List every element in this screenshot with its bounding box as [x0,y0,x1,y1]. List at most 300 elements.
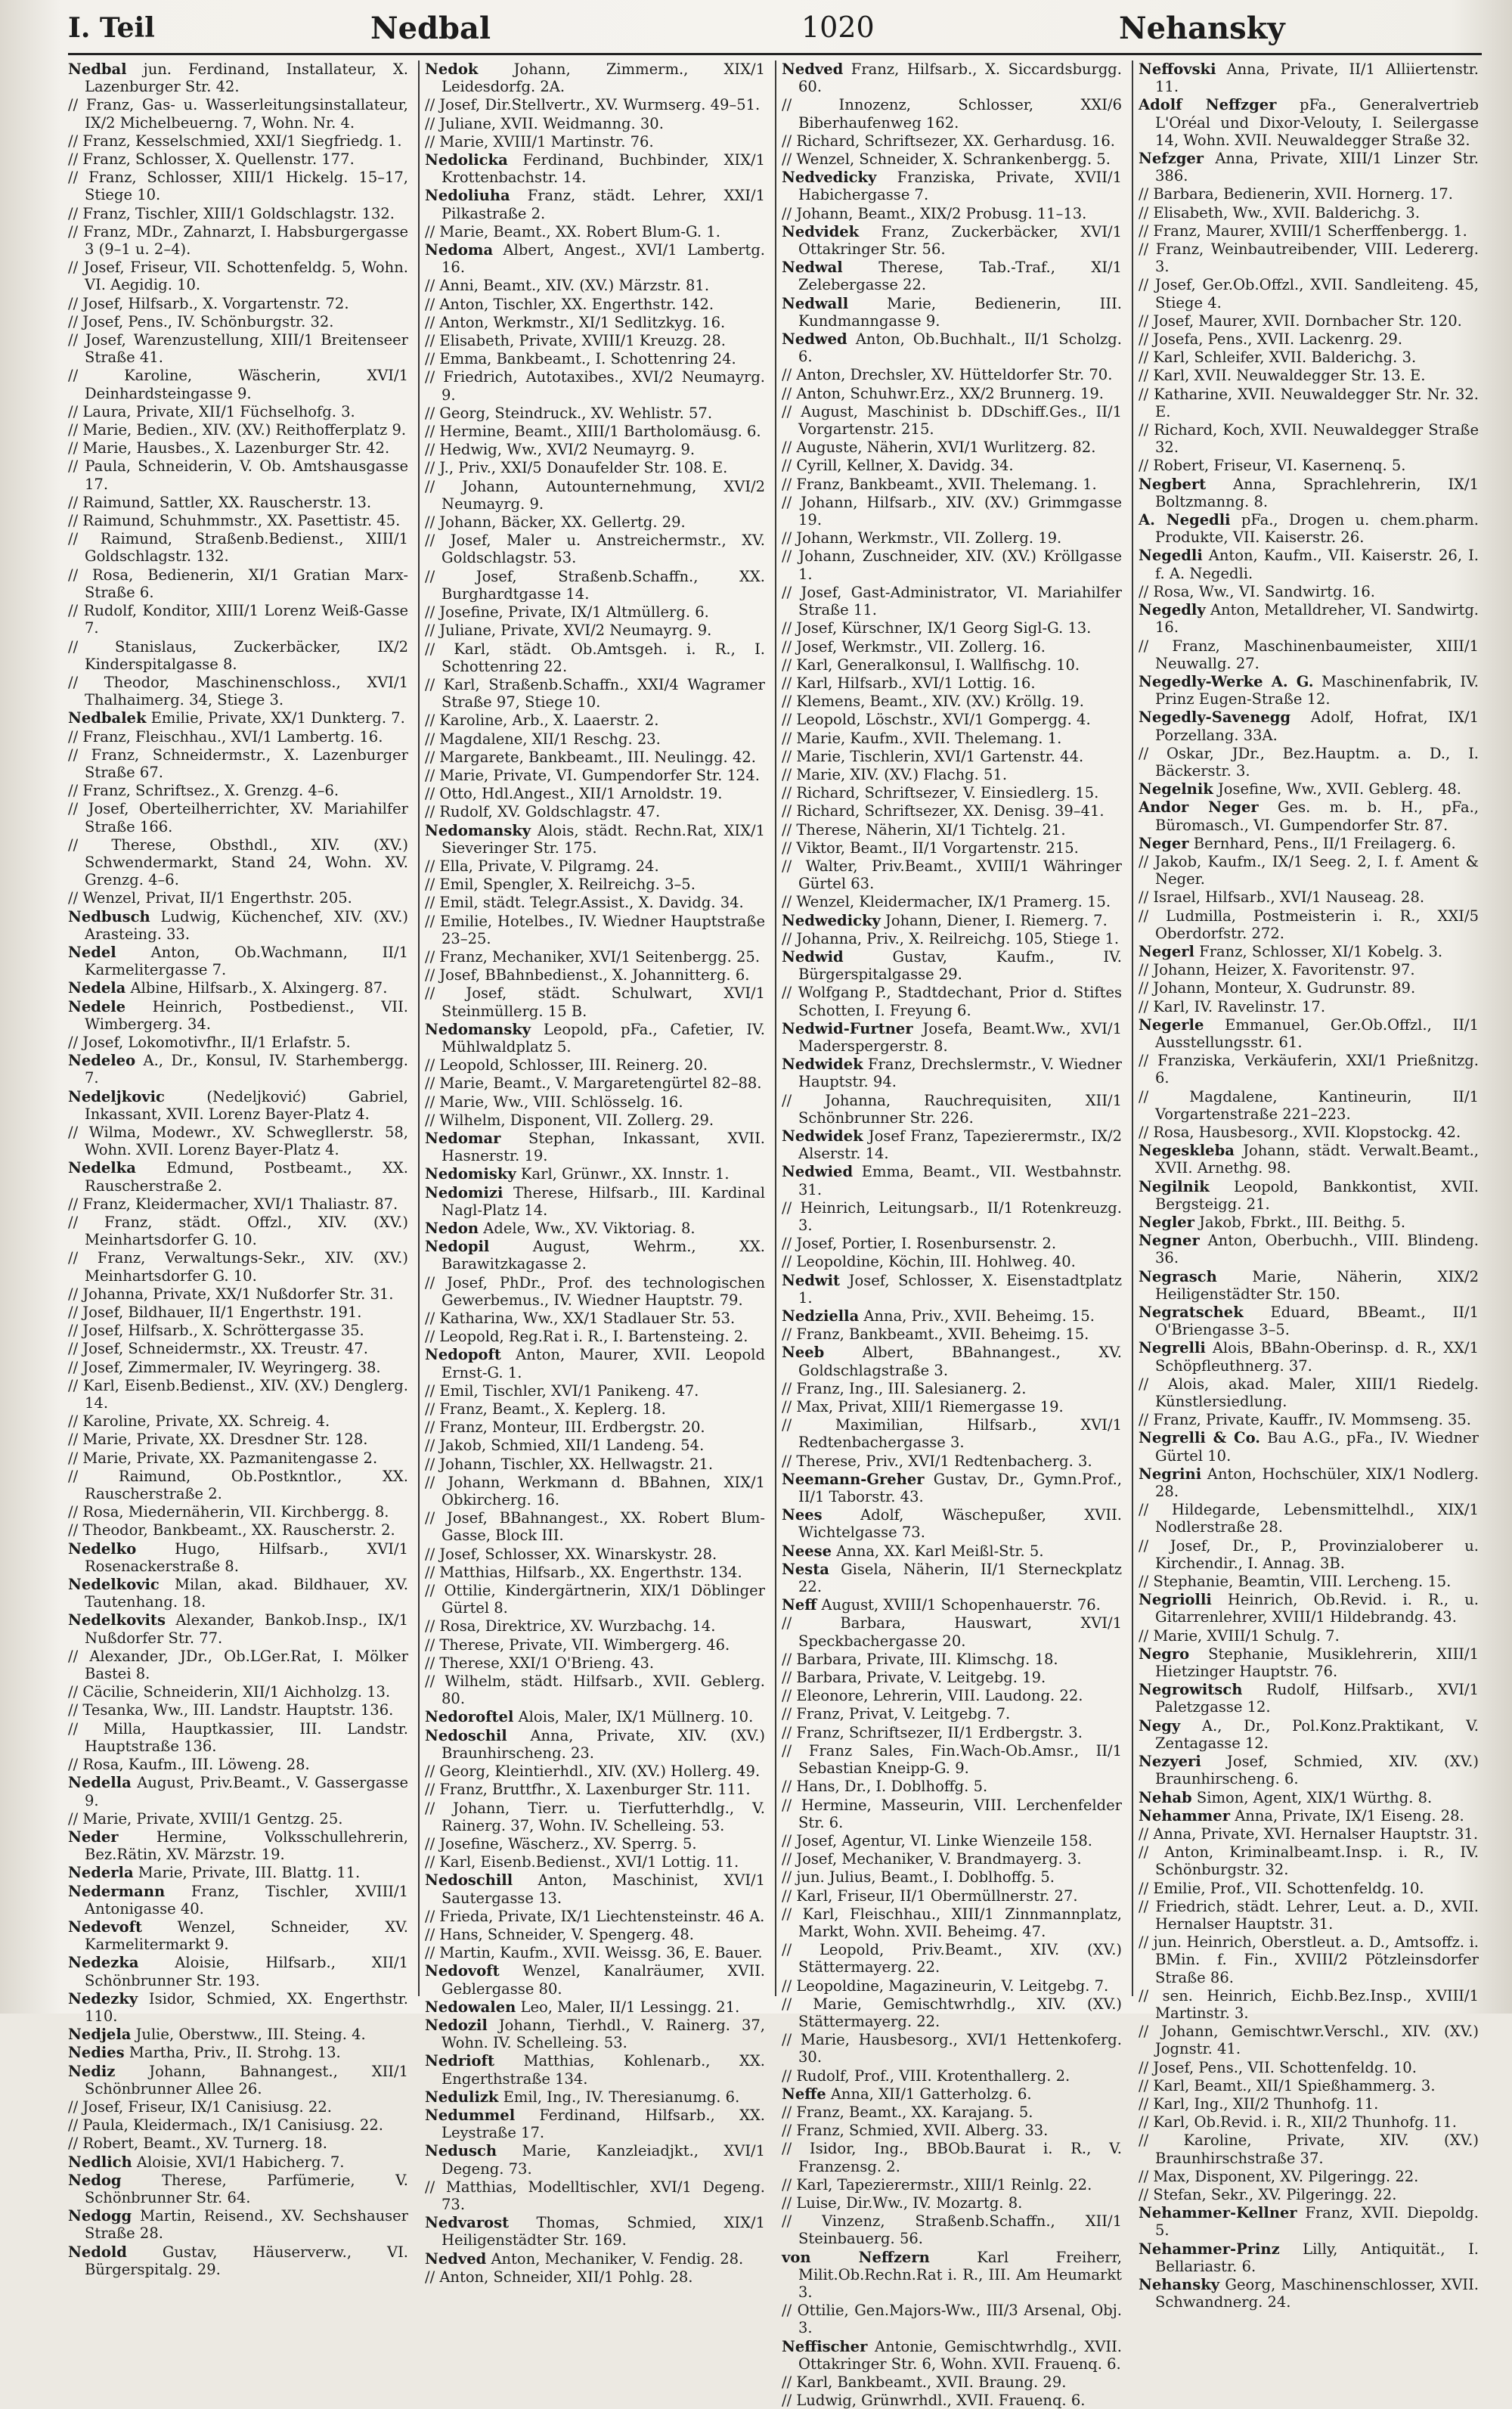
directory-entry [782,1687,1122,1704]
directory-entry [1139,979,1479,997]
entry-text: Johann, Bahnangest., XII/1 Schönbrunner Allee 26. [85,2062,408,2097]
entry-text: Ludwig, Küchenchef, XIV. (XV.) Arasteing. 33. [85,907,408,943]
directory-entry [1139,2095,1479,2113]
entry-text: Marie, Kanzleiadjkt., XVI/1 Degeng. 73. [442,2142,765,2178]
entry-text: // Wolfgang P., Stadtdechant, Prior d. Stiftes Schotten, I. Freyung 6. [782,984,1122,1019]
directory-entry [68,1449,408,1467]
entry-text: // Stefan, Sekr., XV. Pilgeringg. 22. [1139,2185,1397,2203]
directory-entry [425,1074,765,1092]
entry-text: // Richard, Schriftsezer, V. Einsiedlerg. 15. [782,784,1099,802]
entry-text: Franz, Schlosser, XI/1 Kobelg. 3. [1194,942,1443,960]
entry-surname: Negelnik [1139,780,1213,798]
directory-entry [782,2392,1122,2409]
entry-surname: A. Negedli [1139,511,1231,529]
entry-text: // Karl, Generalkonsul, I. Wallfischg. 10. [782,656,1080,674]
directory-entry [425,1130,765,1164]
directory-entry [425,1944,765,1961]
entry-text: // Marie, Beamt., XX. Robert Blum-G. 1. [425,222,720,240]
directory-entry [68,2153,408,2171]
entry-text: Isidor, Schmied, XX. Engerthstr. 110. [85,1989,408,2025]
directory-entry [425,603,765,621]
entry-surname: Nefzger [1139,150,1204,168]
directory-entry [782,169,1122,203]
directory-entry [68,367,408,402]
directory-entry [68,313,408,330]
entry-text: Matthias, Kohlenarb., XX. Engerthstraße 134. [442,2052,765,2088]
entry-text: // Karl, Tapezierermstr., XIII/1 Reinlg. 22. [782,2175,1092,2194]
entry-surname: Nedoschil [425,1726,507,1744]
entry-text: // Raimund, Schuhmmstr., XX. Pasettistr. 45. [68,512,401,530]
directory-entry [425,1727,765,1762]
directory-entry [782,223,1122,258]
directory-entry [1139,185,1479,203]
entry-text: Rudolf, Hilfsarb., XVI/1 Paletzgasse 12. [1155,1681,1479,1716]
entry-text: // Franz, Weinbautreibender, VIII. Ledererg. 3. [1139,240,1479,276]
entry-text: Alois, städt. Rechn.Rat, XIX/1 Sieveringer Str. 175. [442,821,765,857]
directory-entry [68,60,408,95]
entry-text: Adolf, Wäschepußer, XVII. Wichtelgasse 73. [798,1506,1122,1542]
directory-entry [425,1418,765,1436]
directory-entry [68,421,408,439]
entry-surname: Negedly [1139,601,1206,619]
entry-text: Gisela, Näherin, II/1 Sterneckplatz 22. [798,1560,1122,1596]
entry-text: // Therese, Priv., XVI/1 Redtenbacherg. 3. [782,1452,1092,1470]
entry-text: // Cäcilie, Schneiderin, XII/1 Aichholzg. 13. [68,1683,391,1701]
entry-text: // Therese, Obsthdl., XIV. (XV.) Schwendermarkt, Stand 24, Wohn. XV. Grenzg. 4–6. [68,836,408,889]
directory-entry [1139,1645,1479,1680]
directory-entry [68,1285,408,1303]
entry-text: // Franz, Beamt., X. Keplerg. 18. [425,1400,666,1418]
entry-text: // jun. Heinrich, Oberstleut. a. D., Amtsoffz. i. BMin. f. Fin., XVIII/2 Pötzleinsdorfer Straße 86. [1139,1933,1479,1986]
entry-text: // Barbara, Bedienerin, XVII. Hornerg. 17. [1139,185,1453,203]
entry-text: // Vinzenz, Straßenb.Schaffn., XII/1 Steinbauerg. 56. [782,2212,1122,2248]
entry-surname: Nedelkovic [68,1576,160,1594]
directory-entry [1139,1753,1479,1787]
entry-text: // Franz, Private, Kauffr., IV. Mommseng. 35. [1139,1411,1471,1429]
entry-text: // Karoline, Wäscherin, XVI/1 Deinhardsteingasse 9. [68,367,408,402]
directory-entry [425,441,765,458]
directory-entry [68,2026,408,2043]
entry-text: // Franz, Bankbeamt., XVII. Thelemang. 1. [782,475,1097,493]
directory-entry [68,1412,408,1430]
directory-entry [68,1431,408,1448]
directory-entry [68,150,408,168]
directory-entry [1139,1898,1479,1933]
entry-text: Albert, BBahnangest., XV. Goldschlagstraße 3. [798,1344,1122,1379]
entry-text: Josefine, Ww., XVII. Geblerg. 48. [1213,780,1461,798]
entry-text: Anna, Priv., XVII. Beheimg. 15. [859,1307,1095,1325]
entry-surname: Negner [1139,1232,1200,1250]
directory-entry [68,1810,408,1828]
entry-text: // Leopoldine, Magazineurin, V. Leitgebg. 7. [782,1976,1109,1995]
entry-text: Adele, Ww., XV. Viktoriag. 8. [479,1220,696,1237]
directory-entry [782,385,1122,402]
directory-entry [782,547,1122,582]
entry-text: pFa., Generalvertrieb L'Oréal und Dixor-Velouty, I. Seilergasse 14, Wohn. XVII. Neuwaldegger Straße 32. [1155,96,1479,149]
entry-surname: Nedwid-Furtner [782,1019,913,1037]
entry-surname: Nedvarost [425,2214,510,2232]
entry-text: // Barbara, Hauswart, XVI/1 Speckbachergasse 20. [782,1614,1122,1650]
entry-text: // Ottilie, Kindergärtnerin, XIX/1 Döblinger Gürtel 8. [425,1582,765,1617]
directory-entry [425,966,765,984]
directory-entry [425,1546,765,1563]
directory-entry [1139,1339,1479,1374]
entry-text: Johann, städt. Verwalt.Beamt., XVII. Arnethg. 98. [1155,1142,1479,1177]
directory-entry [68,1611,408,1646]
directory-entry [68,1249,408,1284]
directory-entry [68,1701,408,1719]
directory-entry [782,948,1122,983]
directory-entry [425,822,765,857]
entry-text: Stephan, Inkassant, XVII. Hasnerstr. 19. [442,1129,765,1165]
entry-surname: Nedold [68,2243,127,2261]
entry-text: // Josefine, Wäscherz., XV. Sperrg. 5. [425,1834,697,1852]
entry-text: // Friedrich, Autotaxibes., XVI/2 Neumayrg. 9. [425,368,765,404]
entry-surname: Neese [782,1542,832,1560]
entry-surname: Neemann-Greher [782,1470,925,1488]
entry-surname: Nedoroftel [425,1708,514,1726]
entry-text: // Josef, Dir.Stellvertr., XV. Wurmserg. 49–51. [425,96,761,114]
entry-surname: Nedwit [782,1271,841,1289]
entry-text: Gustav, Dr., Gymn.Prof., II/1 Taborstr. 43. [798,1470,1122,1506]
directory-entry [782,784,1122,801]
directory-entry [425,712,765,729]
entry-text: // Marie, Ww., VIII. Schlösselg. 16. [425,1093,683,1111]
directory-entry [1139,835,1479,852]
entry-text: Heinrich, Postbedienst., VII. Wimbergerg. 34. [85,997,408,1033]
directory-entry [782,1127,1122,1162]
entry-text: Jakob, Fbrkt., III. Beithg. 5. [1194,1214,1406,1231]
entry-surname: Negrelli & Co. [1139,1429,1261,1447]
directory-entry [1139,204,1479,222]
directory-entry [782,529,1122,547]
directory-entry [1139,637,1479,672]
entry-text: Karl Freiherr, Milit.Ob.Rechn.Rat i. R., III. Am Heumarkt 3. [798,2248,1122,2301]
directory-entry [782,2212,1122,2247]
entry-text: // Josef, Gast-Administrator, VI. Mariahilfer Straße 11. [782,583,1122,619]
entry-text: // Franz, Gas- u. Wasserleitungsinstallateur, IX/2 Michelbeuerng. 7, Wohn. Nr. 4. [68,96,408,132]
entry-text: // Ella, Private, V. Pilgramg. 24. [425,857,659,875]
entry-text: Anton, Maschinist, XVI/1 Sautergasse 13. [442,1871,765,1907]
entry-text: Adolf, Hofrat, IX/1 Porzellang. 33A. [1155,708,1479,744]
directory-entry [782,1941,1122,1976]
entry-text: // Karoline, Private, XX. Schreig. 4. [68,1412,330,1431]
directory-entry [1139,1880,1479,1897]
directory-entry [68,1503,408,1521]
directory-entry [425,1781,765,1798]
directory-entry [68,2063,408,2097]
directory-entry [1139,745,1479,780]
entry-surname: Nehansky [1139,2275,1220,2293]
directory-entry [1139,1268,1479,1303]
entry-surname: Neeb [782,1344,825,1362]
directory-entry [782,1614,1122,1649]
entry-text: Therese, Parfümerie, V. Schönbrunner Str. 64. [85,2171,408,2206]
entry-text: // Leopold, Priv.Beamt., XIV. (XV.) Stättermayerg. 22. [782,1941,1122,1976]
entry-text: // Rosa, Miedernäherin, VII. Kirchbergg. 8. [68,1503,389,1521]
entry-text: Anna, XX. Karl Meißl-Str. 5. [832,1542,1044,1560]
directory-entry [782,1905,1122,1940]
entry-text: // Johanna, Private, XX/1 Nußdorfer Str. 31. [68,1285,394,1303]
entry-text: // Josef, Maler u. Anstreichermstr., XV. Goldschlagstr. 53. [425,532,765,567]
entry-text: // Heinrich, Leitungsarb., II/1 Rotenkreuzg. 3. [782,1198,1122,1234]
directory-entry [68,259,408,293]
directory-entry [68,1954,408,1989]
entry-text: // Marie, Kaufm., XVII. Thelemang. 1. [782,729,1062,747]
entry-text: // Rudolf, XV. Goldschlagstr. 47. [425,803,661,821]
entry-surname: Negrasch [1139,1267,1217,1285]
directory-entry [68,746,408,781]
directory-entry [782,96,1122,131]
entry-surname: Nedjela [68,2026,132,2044]
entry-surname: Nedoma [425,241,494,259]
entry-text: // Karl, Eisenb.Bedienst., XVI/1 Lottig. 11. [425,1853,739,1871]
directory-entry [1139,240,1479,275]
directory-entry [1139,1052,1479,1087]
entry-text: // Anton, Schneider, XII/1 Pohlg. 28. [425,2268,693,2286]
entry-text: // Leopold, Löschstr., XVI/1 Gompergg. 4. [782,711,1091,729]
entry-text: // Karl, IV. Ravelinstr. 17. [1139,997,1326,1015]
directory-entry [1139,1591,1479,1626]
entry-surname: Andor Neger [1139,798,1259,817]
entry-surname: Nedermann [68,1882,166,1900]
entry-text: // Hans, Dr., I. Doblhoffg. 5. [782,1778,988,1796]
directory-entry [1139,2240,1479,2275]
entry-text: // Elisabeth, Private, XVIII/1 Kreuzg. 28. [425,332,726,350]
entry-text: // Franz, Ing., III. Salesianerg. 2. [782,1379,1027,1397]
directory-entry [1139,1304,1479,1338]
directory-entry [782,930,1122,947]
entry-text: // Josef, BBahnangest., XX. Robert Blum-Gasse, Block III. [425,1509,765,1545]
entry-text: Johann, Diener, I. Riemerg. 7. [880,911,1108,929]
entry-text: // Franz, Verwaltungs-Sekr., XIV. (XV.) Meinhartsdorfer G. 10. [68,1249,408,1285]
directory-entry [425,1274,765,1309]
directory-entry [1139,1178,1479,1213]
entry-surname: Nehammer [1139,1806,1230,1825]
entry-text: // Wilhelm, Disponent, VII. Zollerg. 29. [425,1111,714,1129]
entry-text: // Karl, Ing., XII/2 Thunhofg. 11. [1139,2094,1379,2113]
directory-entry [68,782,408,799]
directory-entry [1139,1573,1479,1590]
entry-surname: Nedwal [782,259,843,277]
entry-text: // Karl, Bankbeamt., XVII. Braung. 29. [782,2373,1067,2391]
entry-text: // Rudolf, Prof., VIII. Krotenthallerg. 2. [782,2066,1070,2085]
entry-text: A., Dr., Pol.Konz.Praktikant, V. Zentagasse 12. [1155,1716,1479,1752]
entry-text: // Oskar, JDr., Bez.Hauptm. a. D., I. Bäckerstr. 3. [1139,744,1479,780]
directory-entry [1139,1214,1479,1231]
entry-text: // Hermine, Masseurin, VIII. Lerchenfelder Str. 6. [782,1796,1122,1831]
directory-entry [425,749,765,766]
directory-entry [425,676,765,711]
directory-entry [782,619,1122,637]
directory-entry [68,1828,408,1863]
entry-text: // Rudolf, Konditor, XIII/1 Lorenz Weiß-Gasse 7. [68,602,408,637]
directory-entry [68,979,408,997]
entry-text: Anton, Ob.Buchhalt., II/1 Scholzg. 6. [798,330,1122,366]
directory-entry [782,1307,1122,1325]
page-header [68,6,1467,50]
directory-entry [782,2176,1122,2194]
directory-entry [782,439,1122,456]
entry-text: // Robert, Beamt., XV. Turnerg. 18. [68,2135,327,2153]
directory-entry [68,1304,408,1321]
directory-entry [425,767,765,784]
directory-entry [425,513,765,531]
directory-entry [425,2214,765,2249]
entry-surname: Nedomisky [425,1165,516,1183]
entry-text: // Franz, Bruttfhr., X. Laxenburger Str. 111. [425,1781,751,1799]
directory-entry [1139,1537,1479,1572]
entry-surname: Negbert [1139,475,1207,493]
entry-text: // Karl, XVII. Neuwaldegger Str. 13. E. [1139,367,1426,385]
entry-text: // Franz, Mechaniker, XVI/1 Seitenbergg. 25. [425,947,761,966]
part-label: I. Teil [68,12,155,44]
entry-text: Antonie, Gemischtwrhdlg., XVII. Ottakringer Str. 6, Wohn. XVII. Frauenq. 6. [798,2337,1122,2373]
entry-surname: Neder [68,1828,119,1846]
entry-text: // Katharina, Ww., XX/1 Stadlauer Str. 53. [425,1310,736,1328]
directory-entry [68,530,408,565]
entry-surname: Neger [1139,834,1189,852]
entry-surname: Nedozil [425,2016,488,2034]
directory-entry [425,1998,765,2016]
entry-text: Wenzel, Kanalräumer, XVII. Geblergasse 80. [442,1962,765,1998]
directory-entry [782,656,1122,674]
entry-text: Lilly, Antiquität., I. Bellariastr. 6. [1155,2240,1479,2275]
directory-entry [68,2098,408,2116]
entry-text: // Marie, Hausbes., X. Lazenburger Str. 42. [68,439,390,457]
entry-text: // Josef, Oberteilherrichter, XV. Mariahilfer Straße 166. [68,800,408,836]
entry-text: // Franz, Privat, V. Leitgebg. 7. [782,1705,1011,1723]
directory-entry [68,800,408,835]
entry-text: Franziska, Private, XVII/1 Habichergasse 7. [798,169,1122,204]
entry-surname: Nedelka [68,1159,136,1177]
entry-text: // Juliane, Private, XVI/2 Neumayrg. 9. [425,622,712,640]
entry-text: Anton, Maurer, XVII. Leopold Ernst-G. 1. [442,1346,765,1381]
entry-text: Emilie, Private, XX/1 Dunkterg. 7. [146,709,405,727]
directory-entry [1139,1933,1479,1986]
entry-text: // Wilhelm, städt. Hilfsarb., XVII. Geblerg. 80. [425,1673,765,1708]
entry-surname: Nedezky [68,1989,138,2008]
directory-entry [782,748,1122,765]
entry-text: (Nedeljković) Gabriel, Inkassant, XVII. Lorenz Bayer-Platz 4. [85,1087,408,1123]
entry-surname: Nedusch [425,2142,497,2160]
directory-entry [782,1724,1122,1741]
directory-entry [68,223,408,258]
directory-entry [782,1092,1122,1127]
entry-text: // Elisabeth, Ww., XVII. Balderichg. 3. [1139,203,1421,222]
directory-entry [425,803,765,820]
entry-text: // Franz, Schmied, XVII. Alberg. 33. [782,2122,1049,2140]
directory-entry [425,2017,765,2051]
directory-entry [1139,511,1479,546]
directory-entry [425,1636,765,1654]
directory-entry [782,1453,1122,1470]
directory-entry [425,332,765,349]
directory-entry [68,1990,408,2025]
directory-entry [68,1576,408,1611]
directory-entry [425,730,765,748]
directory-entry [1139,349,1479,366]
entry-text: // Jakob, Schmied, XII/1 Landeng. 54. [425,1437,705,1455]
directory-entry [782,839,1122,857]
directory-entry [68,295,408,312]
entry-surname: Negerle [1139,1015,1204,1034]
directory-entry [425,1238,765,1273]
entry-text: Franz, Drechslermstr., V. Wiedner Hauptstr. 94. [798,1056,1122,1091]
directory-entry [425,1474,765,1508]
directory-entry [425,857,765,875]
entry-text: // Karl, Eisenb.Bedienst., XIV. (XV.) Denglerg. 14. [68,1376,408,1412]
entry-text: // Walter, Priv.Beamt., XVIII/1 Währinger Gürtel 63. [782,857,1122,893]
entry-text: Georg, Maschinenschlosser, XVII. Schwandnerg. 24. [1155,2275,1479,2311]
directory-entry [782,1235,1122,1252]
directory-entry [782,457,1122,474]
directory-entry [425,532,765,566]
entry-text: // Josef, Hilfsarb., X. Vorgartenstr. 72. [68,294,349,312]
entry-text: // Franz, Tischler, XIII/1 Goldschlagstr. 132. [68,204,395,222]
directory-entry [782,330,1122,365]
entry-surname: Nedved [425,2249,487,2268]
directory-entry [782,1995,1122,2030]
entry-text: // Alexander, JDr., Ob.LGer.Rat, I. Mölker Bastei 8. [68,1647,408,1683]
entry-text: // Josef, Maurer, XVII. Dornbacher Str. 120. [1139,312,1462,330]
entry-text: Alois, BBahn-Oberinsp. d. R., XX/1 Schöpfleuthnerg. 37. [1155,1339,1479,1375]
directory-entry [1139,476,1479,510]
column-4 [1139,60,1479,2311]
entry-text: // Rosa, Bedienerin, XI/1 Gratian Marx-Straße 6. [68,566,408,601]
entry-surname: Nedele [68,997,126,1015]
directory-entry [68,2116,408,2134]
directory-entry [425,785,765,802]
directory-entry [425,1437,765,1454]
entry-text: // Matthias, Modelltischler, XVI/1 Degeng. 73. [425,2178,765,2213]
entry-text: // Johanna, Priv., X. Reilreichg. 105, Stiege 1. [782,929,1120,947]
directory-entry [425,1111,765,1129]
directory-entry [425,2268,765,2286]
entry-surname: Nesta [782,1560,829,1578]
directory-entry [68,1756,408,1773]
directory-entry [68,728,408,746]
entry-text: // Anton, Schuhwr.Erz., XX/2 Brunnerg. 19. [782,384,1104,402]
entry-text: pFa., Drogen u. chem.pharm. Produkte, VII. Kaiserstr. 26. [1155,511,1479,547]
directory-entry [1139,312,1479,330]
entry-surname: Negratschek [1139,1304,1244,1322]
entry-text: Emma, Beamt., VII. Westbahnstr. 31. [798,1163,1122,1198]
entry-surname: Negedli [1139,547,1203,565]
directory-entry [68,1864,408,1881]
directory-entry [425,241,765,276]
entry-text: // Marie, XVIII/1 Schulg. 7. [1139,1626,1340,1645]
entry-surname: Nedved [782,60,844,78]
directory-entry [68,998,408,1033]
directory-entry [425,96,765,113]
directory-entry [425,1962,765,1997]
directory-entry [782,1272,1122,1307]
page-number: 1020 [801,11,875,44]
entry-text: // Johann, Beamt., XIX/2 Probusg. 11–13. [782,204,1087,222]
entry-surname: Nedon [425,1220,479,1237]
entry-text: // Paula, Kleidermach., IX/1 Canisiusg. 22. [68,2116,383,2135]
directory-entry [1139,853,1479,888]
entry-text: // Paula, Schneiderin, V. Ob. Amtshausgasse 17. [68,457,408,493]
entry-surname: Nedwid [782,947,844,966]
entry-text: // Friedrich, städt. Lehrer, Leut. a. D., XVII. Hernalser Hauptstr. 31. [1139,1897,1479,1933]
directory-entry [68,1359,408,1376]
entry-text: Josef, Schmied, XIV. (XV.) Braunhirscheng. 6. [1155,1753,1479,1788]
directory-columns [68,60,1482,2409]
directory-entry [1139,601,1479,636]
directory-entry [782,1887,1122,1905]
